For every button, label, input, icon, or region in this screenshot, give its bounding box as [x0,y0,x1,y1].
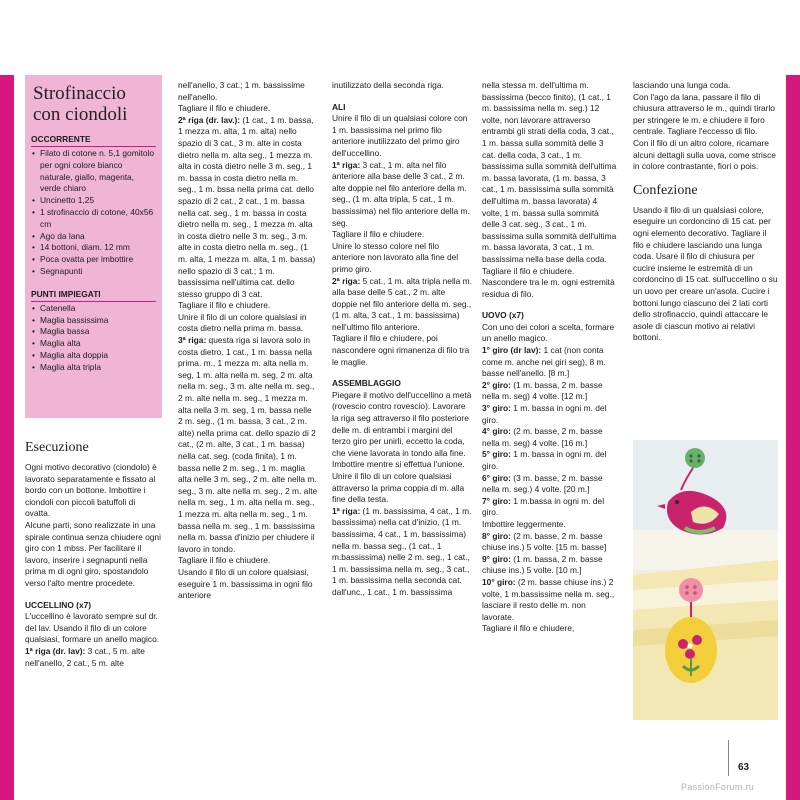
paragraph: Unire il filo di un qualsiasi colore con 1 m. bassissima nel primo filo anteriore inutilizzato del primo giro dell'uccellino. [332,113,468,158]
row-text: 1 m. bassa in ogni m. del giro. [482,449,607,471]
row-text: (2 m. basse, 2 m. basse nella m. seg) 4 volte. [16 m.] [482,426,603,448]
row-instruction [482,426,618,449]
row-text: 1 m. bassa in ogni m. del giro. [482,403,607,425]
paragraph: Piegare il motivo dell'uccellino a metà (rovescio contro rovescio). Lavorare la riga seg attraverso il filo posteriore delle m. di entrambi i margini del terzo giro per unirli, eccetto la coda, che viene lavorata in tondo alla fine. Imbottire mentre si effettua l'unione. Unire il filo di un colore qualsiasi attraverso la prima coppia di m. alla fine della testa. [332,389,472,505]
ali-heading: ALI [332,101,346,112]
row-instruction [178,115,318,301]
list-item: • Poca ovatta per imbottire [31,254,156,266]
paragraph: Alcune parti, sono realizzate in una spirale continua senza chiudere ogni giro con 1 mbss. Per facilitare il lavoro, inserire i segnapunti nella prima m di ogni giro, spostandolo verso l'alto mentre procedete. [25,519,161,588]
occorrente-list [31,148,156,278]
list-item: • Ago da lana [31,231,156,243]
row-instruction [482,449,618,472]
row-text: (2 m. basse chiuse ins.) 2 volte, 1 m.bassissime nella m. seg., lasciare il resto delle m. non lavorate. [482,576,615,622]
row-instruction [332,506,472,599]
row-label: 4° giro: [482,426,511,437]
materials-box [25,75,162,418]
row-instruction [482,496,618,519]
row-label: 9° giro: [482,553,511,564]
charms-photo [633,440,778,720]
column-3 [332,80,472,599]
list-item: • Maglia bassa [31,326,156,338]
row-instruction [332,276,472,334]
row-label: 8° giro: [482,530,511,541]
list-item: • Filato di cotone n. 5,1 gomitolo per ogni colore bianco naturale, giallo, magenta, verde chiaro [31,148,156,195]
row-instruction [482,345,618,380]
row-label: 2ª riga: [332,275,361,286]
paragraph: Tagliare il filo e chiudere. [332,229,425,240]
paragraph: Unire lo stesso colore nel filo anteriore non lavorato alla fine del primo giro. [332,240,459,274]
row-instruction [482,473,618,496]
row-text: (2 m. basse, 2 m. basse chiuse ins.) 5 volte. [15 m. basse] [482,530,607,553]
row-label: 2ª riga (dr. lav.): [178,114,241,125]
site-watermark: PassionForum.ru [681,782,755,792]
list-item: • Maglia alta tripla [31,362,156,374]
paragraph: Imbottire leggermente. [482,518,566,529]
row-label: 1ª riga: [332,159,361,170]
column-1 [25,440,162,669]
column-4 [482,80,618,635]
paragraph: Tagliare il filo e chiudere. [178,555,271,566]
assemblaggio-heading: ASSEMBLAGGIO [332,378,401,389]
paragraph: lasciando una lunga coda. [633,80,731,90]
paragraph: inutilizzato della seconda riga. [332,80,444,90]
row-text: 3 cat., 5 m. alte nell'anello, 2 cat., 5 m. alte [25,645,145,668]
list-item: • 14 bottoni, diam. 12 mm [31,242,156,254]
paragraph: Usando il filo di un colore qualsiasi, eseguire 1 m. bassissima in ogni filo anteriore [178,566,313,601]
row-text: 3 cat., 1 m. alta nel filo anteriore alla base delle 3 cat., 2 m. alte doppie nel filo anteriore della m. seg., (1 m. alta tripla, 5 cat., 1 m. bassissima) nel filo anteriore della m. seg. [332,159,470,228]
row-instruction [482,403,618,426]
paragraph: Con l'ago da lana, passare il filo di chiusura attraverso le m., quindi tirarlo per stringere le m. e chiudere il foro centrale. Tagliare l'eccesso di filo. [633,91,775,137]
page-number: 63 [738,762,750,773]
list-item: • Maglia alta [31,338,156,350]
right-accent-stripe [786,75,800,800]
row-text: (1 m. bassa, 2 m. basse nella m. seg) 4 volte. [12 m.] [482,379,603,402]
paragraph: Usando il filo di un qualsiasi colore, eseguire un cordoncino di 15 cat. per ogni elemento decorativo. Tagliare il filo e chiudere lasciando una lunga coda. Usare il filo di chiusura per cucire insieme le estremità di un cordoncino di 15 cat. sull'uccellino o su un uovo per creare un'asola. Cucire i bottoni lungo ciascuno dei 2 lati corti dello strofinaccio, quindi attaccare le asole di ciascun motivo ai relativi bottoni. [633,204,778,343]
paragraph: nell'anello, 3 cat.; 1 m. bassissime nell'anello. [178,80,305,102]
row-instruction [178,335,318,555]
list-item: • 1 strofinaccio di cotone, 40x56 cm [31,207,156,231]
row-label: 3ª riga: [178,335,207,346]
row-instruction [25,646,162,669]
row-label: 1° giro (dr lav): [482,345,542,356]
page-number-rule [728,740,729,776]
row-label: 10° giro: [482,576,516,587]
row-text: questa riga si lavora solo in costa dietro. 1 cat., 1 m. bassa nella prima. m., 1 mezza m. alta nella m. seg, 1 m. alta nella m. seg, 2 m. alta nella m. seg., 3 m. alte nella m. seg., 2 m. alte nella m. seg., 1 mezza m. alta nella 3 m. seg, 1 m. bassa nelle 2 m. seg., (1 m. bassa, 3 cat., 2 m. alte) nella prima cat. dello spazio di 2 cat., (2 m. alte, 3 cat., 1 m. bassa) nella cat. seg. (coda finita), 1 m. bassa nelle 2 m. seg., 1 m. maglia alta nelle 3 m. seg., 2 m. alte nella m. seg., 3 m. alte nella m. seg., 2 m. alte nella m. seg., 1 m. alta nella m. seg., 1 mezza m. alta nella m. seg., 1 m. bassa nella m. seg., 1 m. bassissima nella m. bassa d'inizio per chiudere il lavoro in tondo. [178,335,318,554]
esecuzione-title: Esecuzione [25,440,89,455]
confezione-title: Confezione [633,182,698,198]
punti-heading: PUNTI IMPIEGATI [31,288,156,302]
paragraph: Ogni motivo decorativo (ciondolo) è lavorato separatamente e fissato al bordo con un bottone. Imbottire i ciondoli con piccoli batuffoli di ovatta. [25,462,157,519]
row-text: 1 m.bassa in ogni m. del giro. [482,495,605,518]
occorrente-heading: OCCORRENTE [31,133,156,147]
row-text: (1 cat., 1 m. bassa, 1 mezza m. alta, 1 m. alta) nello spazio di 3 cat., 3 m. alte in costa dietro nella m. alta seg., 1 mezza m. alta in costa dietro nelle 3 m. seg., 1 m. bassa in costa dietro nella m. seg., 1 m. bssa nella prima cat. dello spazio di 2 cat., 2 cat., 1 m. bassa nella cat. seg., 1 m. bassa in costa dietro nella m. seg., 1 mezza m. alta in costa dietro nelle 3 m. seg., 3 m. alte in costa dietro nella m. seg., (1 m. alta, 1 mezza m. alta, 1 m. bassa) nello spazio di 3 cat.; 1 m. bassissima nell'ultima cat. dello stesso gruppo di 3 cat. [178,114,316,299]
row-instruction [482,554,618,577]
row-instruction [482,531,618,554]
row-label: 1ª riga: [332,505,361,516]
paragraph: Con il filo di un altro colore, ricamare alcuni dettagli sulla uova, come strisce in colore contrastante, fiori o pois. [633,137,776,172]
row-instruction [482,577,618,623]
list-item: • Catenella [31,303,156,315]
left-accent-stripe [0,75,14,800]
punti-list [31,303,156,374]
row-label: 7° giro: [482,495,511,506]
charms-illustration [633,440,778,720]
row-label: 3° giro: [482,403,511,414]
row-label: 1ª riga (dr. lav): [25,645,86,656]
row-text: 1 cat (non conta come m. anche nei giri seg), 8 m. basse nell'anello. [8 m.] [482,345,606,379]
row-label: 6° giro: [482,472,511,483]
row-text: 5 cat., 1 m. alta tripla nella m. alla base delle 5 cat., 2 m. alte doppie nel filo anteriore della m. seg., (1 m. alta, 3 cat., 1 m. bassissima) nell'ultimo filo anteriore. [332,275,472,332]
paragraph: Tagliare il filo e chiudere. [178,103,271,114]
row-text: (3 m. basse, 2 m. basse nella m. seg.) 4 volte. [20 m.] [482,472,603,495]
row-label: 5° giro: [482,449,511,460]
paragraph: nella stessa m. dell'ultima m. bassissima (becco finito), (1 cat., 1 m. bassissima nella m. seg.) 12 volte, non lavorare attraverso entrambi gli strati della coda, 3 cat., 1 m. bassa sulla sommità delle 3 cat. della coda, 3 cat., 1 m. bassissima sulla sommità dell'ultima m. bassa lavorata, (1 m. bassa, 3 cat., 1 m. bassissima sulla sommità dell'ultima m. bassa lavorata) 4 volte, 1 m. bassa sulla sommità delle 3 cat. seg., 3 cat., 1 m. bassissima sulla sommità dell'ultima m. bassa lavorata, 3 cat., 1 m. bassissima nella base della coda. Tagliare il filo e chiudere. Nascondere tra le m. ogni estremità residua di filo. [482,80,617,299]
list-item: • Maglia alta doppia [31,350,156,362]
uccellino-heading: UCCELLINO (x7) [25,599,92,610]
egg-charm-icon [665,617,717,683]
list-item: • Maglia bassissima [31,315,156,327]
paragraph: Con uno dei colori a scelta, formare un anello magico. [482,321,615,344]
green-button-icon [685,448,705,468]
list-item: • Segnapunti [31,266,156,278]
row-label: 2° giro: [482,379,511,390]
column-2 [178,80,318,602]
column-5 [633,80,778,344]
pink-button-icon [679,578,703,602]
row-instruction [332,160,472,230]
paragraph: Unire il filo di un colore qualsiasi in costa dietro nella prima m. bassa. [178,311,307,334]
list-item: • Uncinetto 1,25 [31,195,156,207]
paragraph: Tagliare il filo e chiudere, poi nascondere ogni rimanenza di filo tra le maglie. [332,333,470,367]
pattern-title: Strofinaccio con ciondoli [33,83,128,125]
row-instruction [482,380,618,403]
uovo-heading: UOVO (x7) [482,310,524,321]
paragraph: Tagliare il filo e chiudere, [482,623,575,634]
paragraph: L'uccellino è lavorato sempre sul dr. del lav. Usando il filo di un colore qualsiasi, formare un anello magico. [25,611,160,645]
row-text: (1 m. bassissima, 4 cat., 1 m. bassissima) nella cat d'inizio, (1 m. bassissima, 4 cat., 1 m. bassissima) nella m. bassa seg., (1 cat., 1 m.bassissima) nelle 2 m. seg., 1 cat., 1 m. bassissima nella m. seg., 3 cat., 1 m. bassissima nella seconda cat. dall'unc., 1 cat., 1 m. bassissima [332,505,472,597]
paragraph: Tagliare il filo e chiudere. [178,300,271,311]
row-text: (1 m. bassa, 2 m. basse chiuse ins.) 5 volte. [10 m.] [482,553,603,576]
